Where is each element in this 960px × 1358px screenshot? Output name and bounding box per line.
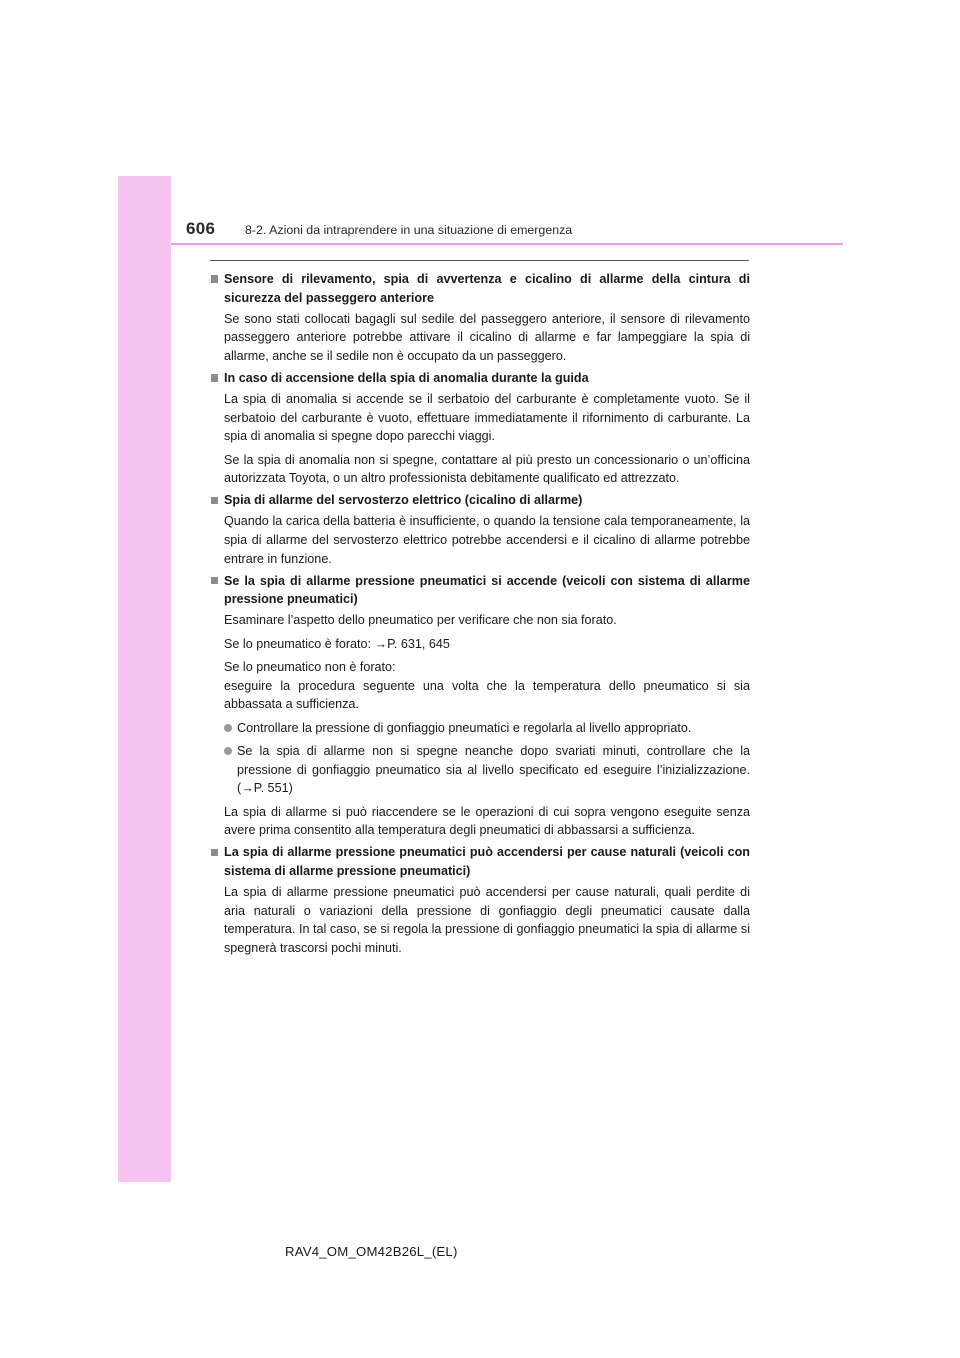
heading-text: Sensore di rilevamento, spia di avvertenza e cicalino di allarme della cintura di sicurezza del passeggero anteriore [224, 272, 750, 305]
list-item [224, 719, 750, 738]
section-heading [210, 843, 750, 880]
paragraph-line: eseguire la procedura seguente una volta che la temperatura dello pneumatico si sia abbassata a sufficienza. [224, 678, 750, 712]
section-power-steering-warning [210, 491, 750, 568]
paragraph-cross-reference: Se lo pneumatico è forato: →P. 631, 645 [224, 636, 450, 651]
list-item [224, 742, 750, 798]
square-bullet-icon [211, 577, 219, 585]
paragraph: Se la spia di anomalia non si spegne, contattare al più presto un concessionario o un’officina autorizzata Toyota, o un altro professionista debitamente qualificato ed attrezzato. [224, 452, 750, 486]
content-divider [210, 260, 749, 261]
paragraph: Se sono stati collocati bagagli sul sedile del passeggero anteriore, il sensore di rilevamento passeggero anteriore potrebbe attivare il cicalino di allarme e far lampeggiare la spia di allarme, anche se il sedile non è occupato da un passeggero. [224, 311, 750, 363]
section-heading [210, 270, 750, 307]
document-code: RAV4_OM_OM42B26L_(EL) [285, 1244, 458, 1259]
square-bullet-icon [211, 849, 219, 857]
section-heading [210, 572, 750, 609]
paragraph: La spia di anomalia si accende se il serbatoio del carburante è completamente vuoto. Se il serbatoio del carburante è vuoto, effettuare immediatamente il rifornimento di carburante. La spia di anomalia si spegne dopo parecchi viaggi. [224, 392, 750, 444]
section-heading [210, 491, 750, 510]
page-content [210, 270, 750, 961]
list-item-text: Controllare la pressione di gonfiaggio pneumatici e regolarla al livello appropriato. [237, 720, 692, 735]
round-bullet-icon [224, 747, 232, 755]
page-number: 606 [186, 219, 216, 238]
heading-text: La spia di allarme pressione pneumatici può accendersi per cause naturali (veicoli con sistema di allarme pressione pneumatici) [224, 845, 750, 878]
chapter-side-band [118, 176, 171, 1182]
section-heading [210, 369, 750, 388]
header-divider [171, 243, 843, 245]
section-tire-pressure-natural-causes [210, 843, 750, 957]
square-bullet-icon [211, 497, 219, 505]
square-bullet-icon [211, 275, 219, 283]
section-title: 8-2. Azioni da intraprendere in una situazione di emergenza [245, 223, 573, 237]
square-bullet-icon [211, 374, 219, 382]
paragraph: La spia di allarme pressione pneumatici può accendersi per cause naturali, quali perdite di aria naturali o variazioni della pressione di gonfiaggio degli pneumatici causate dalla temperatura. In tal caso, se si regola la pressione di gonfiaggio pneumatici la spia di allarme si spegnerà trascorsi pochi minuti. [224, 885, 750, 955]
section-tire-pressure-warning [210, 572, 750, 840]
paragraph-not-punctured [224, 658, 750, 714]
paragraph: Esaminare l’aspetto dello pneumatico per verificare che non sia forato. [224, 613, 617, 628]
section-passenger-seatbelt [210, 270, 750, 365]
paragraph: La spia di allarme si può riaccendere se le operazioni di cui sopra vengono eseguite senza avere prima consentito alla temperatura degli pneumatici di abbassarsi a sufficienza. [224, 804, 750, 838]
section-malfunction-light [210, 369, 750, 488]
heading-text: Spia di allarme del servosterzo elettrico (cicalino di allarme) [224, 493, 583, 508]
paragraph: Quando la carica della batteria è insufficiente, o quando la tensione cala temporaneamente, la spia di allarme del servosterzo elettrico potrebbe accendersi e il cicalino di allarme potrebbe entrare in funzione. [224, 514, 750, 566]
list-item-text: Se la spia di allarme non si spegne neanche dopo svariati minuti, controllare che la pressione di gonfiaggio pneumatico sia al livello specificato ed eseguire l’inizializzazione. (→P. 551) [237, 744, 750, 796]
heading-text: In caso di accensione della spia di anomalia durante la guida [224, 370, 589, 385]
heading-text: Se la spia di allarme pressione pneumatici si accende (veicoli con sistema di allarme pressione pneumatici) [224, 573, 750, 607]
paragraph-line: Se lo pneumatico non è forato: [224, 660, 396, 675]
round-bullet-icon [224, 724, 232, 732]
